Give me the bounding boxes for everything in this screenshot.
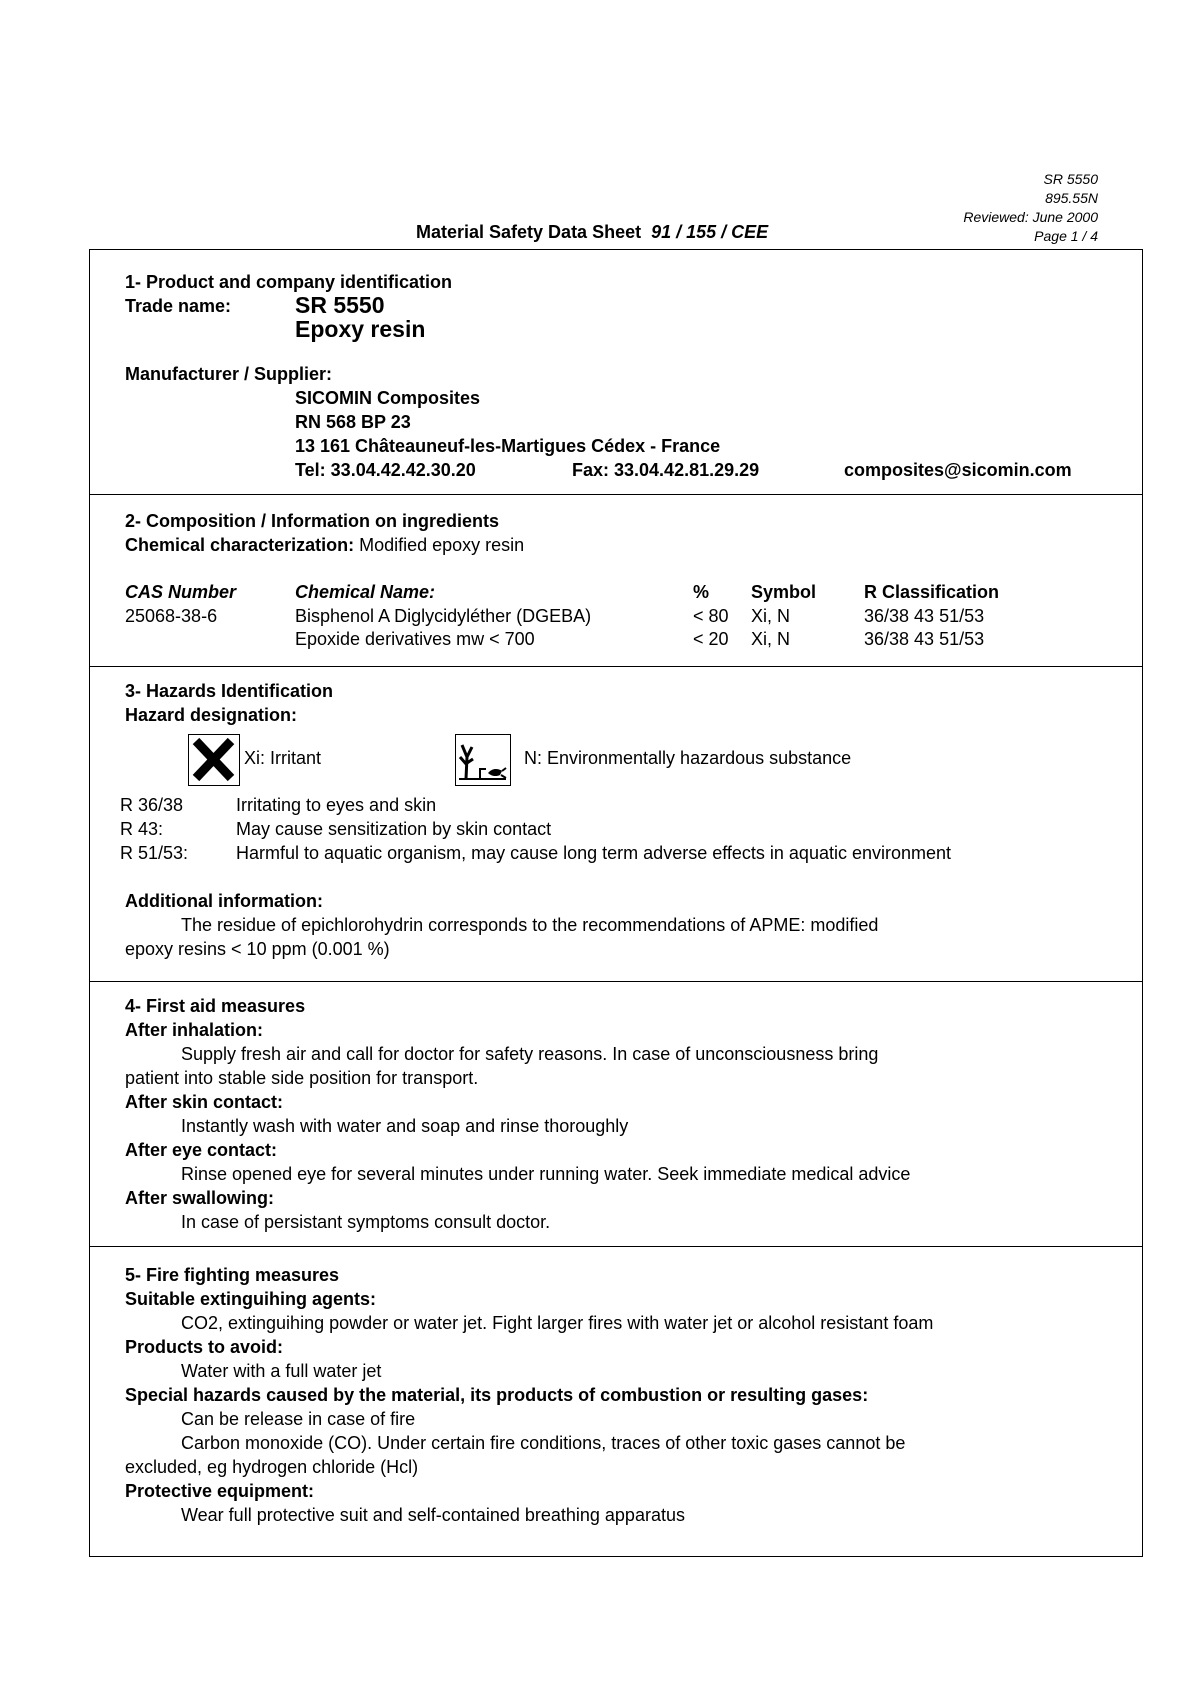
eye-contact-label: After eye contact: bbox=[125, 1140, 278, 1160]
special-hazards-line-2: Carbon monoxide (CO). Under certain fire conditions, traces of other toxic gases cannot be bbox=[181, 1433, 906, 1453]
row-1-symbol: Xi, N bbox=[751, 606, 791, 626]
row-2-name: Epoxide derivatives mw < 700 bbox=[295, 629, 535, 649]
r-phrase-code-1: R 36/38 bbox=[120, 795, 184, 815]
skin-contact-label: After skin contact: bbox=[125, 1092, 284, 1112]
protective-equipment-label: Protective equipment: bbox=[125, 1481, 315, 1501]
row-1-r: 36/38 43 51/53 bbox=[864, 606, 985, 626]
col-chem-name: Chemical Name: bbox=[295, 582, 436, 602]
row-2-symbol: Xi, N bbox=[751, 629, 791, 649]
col-r-class: R Classification bbox=[864, 582, 1000, 602]
extinguishing-text: CO2, extinguihing powder or water jet. Fight larger fires with water jet or alcohol resistant foam bbox=[181, 1313, 934, 1333]
col-cas: CAS Number bbox=[125, 582, 237, 602]
n-label: N: Environmentally hazardous substance bbox=[524, 748, 852, 768]
section-3-heading: 3- Hazards Identification bbox=[125, 681, 334, 701]
sheet-frame bbox=[89, 249, 1143, 1557]
avoid-text: Water with a full water jet bbox=[181, 1361, 382, 1381]
section-1 bbox=[90, 250, 1142, 495]
row-1-name: Bisphenol A Diglycidyléther (DGEBA) bbox=[295, 606, 592, 626]
skin-contact-text: Instantly wash with water and soap and rinse thoroughly bbox=[181, 1116, 629, 1136]
swallowing-label: After swallowing: bbox=[125, 1188, 275, 1208]
characterization-label: Chemical characterization: bbox=[125, 535, 355, 555]
product-name: SR 5550 bbox=[295, 292, 385, 318]
section-3 bbox=[90, 667, 1142, 982]
product-ref: SR 5550 bbox=[1043, 171, 1098, 187]
doc-code: 895.55N bbox=[1045, 190, 1098, 206]
avoid-label: Products to avoid: bbox=[125, 1337, 284, 1357]
row-1-cas: 25068-38-6 bbox=[125, 606, 218, 626]
r-phrase-code-3: R 51/53: bbox=[120, 843, 189, 863]
inhalation-line-1: Supply fresh air and call for doctor for safety reasons. In case of unconsciousness bring bbox=[181, 1044, 879, 1064]
product-type: Epoxy resin bbox=[295, 316, 426, 342]
document-meta bbox=[963, 170, 1098, 246]
section-4 bbox=[90, 982, 1142, 1247]
company-name: SICOMIN Composites bbox=[295, 388, 481, 408]
eye-contact-text: Rinse opened eye for several minutes under running water. Seek immediate medical advice bbox=[181, 1164, 911, 1184]
col-percent: % bbox=[693, 582, 710, 602]
email: composites@sicomin.com bbox=[844, 460, 1072, 480]
additional-info-line-1: The residue of epichlorohydrin corresponds to the recommendations of APME: modified bbox=[181, 915, 879, 935]
page-number: Page 1 / 4 bbox=[1034, 228, 1098, 244]
fax: Fax: 33.04.42.81.29.29 bbox=[572, 460, 760, 480]
environment-hazard-icon bbox=[455, 734, 511, 786]
r-phrase-text-2: May cause sensitization by skin contact bbox=[236, 819, 552, 839]
special-hazards-line-1: Can be release in case of fire bbox=[181, 1409, 416, 1429]
protective-equipment-text: Wear full protective suit and self-contained breathing apparatus bbox=[181, 1505, 685, 1525]
hazard-designation-label: Hazard designation: bbox=[125, 705, 298, 725]
trade-name-label: Trade name: bbox=[125, 296, 232, 316]
special-hazards-line-3: excluded, eg hydrogen chloride (Hcl) bbox=[125, 1457, 419, 1477]
section-4-heading: 4- First aid measures bbox=[125, 996, 306, 1016]
row-2-r: 36/38 43 51/53 bbox=[864, 629, 985, 649]
swallowing-text: In case of persistant symptoms consult doctor. bbox=[181, 1212, 551, 1232]
r-phrase-text-1: Irritating to eyes and skin bbox=[236, 795, 437, 815]
xi-label: Xi: Irritant bbox=[244, 748, 322, 768]
special-hazards-label: Special hazards caused by the material, its products of combustion or resulting gases: bbox=[125, 1385, 869, 1405]
section-5 bbox=[90, 1247, 1142, 1556]
r-phrase-text-3: Harmful to aquatic organism, may cause long term adverse effects in aquatic environment bbox=[236, 843, 952, 863]
address-line-2: 13 161 Châteauneuf-les-Martigues Cédex - France bbox=[295, 436, 721, 456]
address-line-1: RN 568 BP 23 bbox=[295, 412, 411, 432]
directive-text: 91 / 155 / CEE bbox=[651, 222, 769, 242]
row-1-pct: < 80 bbox=[693, 606, 729, 626]
section-5-heading: 5- Fire fighting measures bbox=[125, 1265, 340, 1285]
inhalation-label: After inhalation: bbox=[125, 1020, 263, 1040]
additional-info-label: Additional information: bbox=[125, 891, 323, 911]
telephone: Tel: 33.04.42.42.30.20 bbox=[295, 460, 476, 480]
manufacturer-label: Manufacturer / Supplier: bbox=[125, 364, 333, 384]
section-2 bbox=[90, 495, 1142, 667]
section-2-heading: 2- Composition / Information on ingredients bbox=[125, 511, 499, 531]
additional-info-line-2: epoxy resins < 10 ppm (0.001 %) bbox=[125, 939, 390, 959]
chemical-characterization bbox=[125, 535, 524, 556]
col-symbol: Symbol bbox=[751, 582, 817, 602]
irritant-cross-icon bbox=[188, 734, 240, 786]
characterization-value: Modified epoxy resin bbox=[359, 535, 525, 555]
page-title bbox=[416, 222, 768, 243]
inhalation-line-2: patient into stable side position for transport. bbox=[125, 1068, 479, 1088]
section-1-heading: 1- Product and company identification bbox=[125, 272, 453, 292]
row-2-pct: < 20 bbox=[693, 629, 729, 649]
title-text: Material Safety Data Sheet bbox=[416, 222, 642, 242]
review-date: Reviewed: June 2000 bbox=[963, 209, 1098, 225]
r-phrase-code-2: R 43: bbox=[120, 819, 164, 839]
extinguishing-label: Suitable extinguihing agents: bbox=[125, 1289, 377, 1309]
